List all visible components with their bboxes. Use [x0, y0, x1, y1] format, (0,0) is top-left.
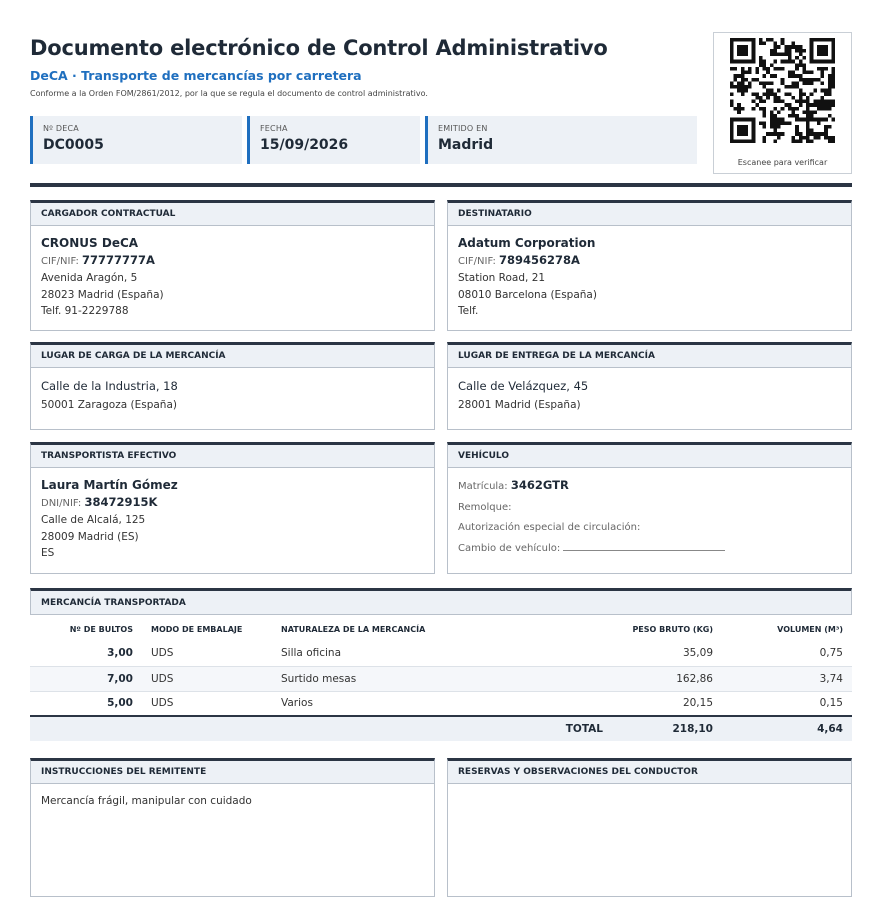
shipper-city: 28023 Madrid (España): [41, 288, 164, 301]
col-packaging: MODO DE EMBALAJE: [151, 624, 243, 634]
qr-caption: Escanee para verificar: [737, 158, 828, 167]
reservations-panel: [447, 758, 852, 897]
meta-place-label: EMITIDO EN: [438, 124, 488, 133]
carrier-country: ES: [41, 547, 55, 559]
delivery-city: 28001 Madrid (España): [458, 399, 581, 411]
table-row: [30, 691, 852, 716]
cell-weight: 20,15: [603, 691, 713, 716]
cell-packaging: UDS: [133, 691, 263, 716]
carrier-address: Calle de Alcalá, 125: [41, 514, 146, 526]
consignee-city: 08010 Barcelona (España): [458, 288, 597, 301]
shipper-id-label: CIF/NIF:: [41, 255, 79, 267]
vehicle-change-line: [563, 541, 725, 551]
shipper-name: CRONUS DeCA: [41, 236, 139, 250]
col-volume: VOLUMEN (M³): [777, 624, 843, 634]
loading-heading: LUGAR DE CARGA DE LA MERCANCÍA: [31, 345, 434, 368]
meta-date-value: 15/09/2026: [260, 137, 349, 153]
shipper-id-value: 77777777A: [82, 252, 155, 267]
qr-code-box: [713, 32, 852, 174]
table-row: [30, 666, 852, 691]
goods-section: [30, 588, 852, 741]
meta-deca-value: DC0005: [43, 137, 104, 153]
legal-note: Conforme a la Orden FOM/2861/2012, por la que se regula el documento de control administrativo.: [30, 89, 428, 98]
cell-weight: 162,86: [603, 666, 713, 691]
cell-packaging: UDS: [133, 641, 263, 666]
goods-heading: MERCANCÍA TRANSPORTADA: [30, 588, 852, 615]
carrier-city: 28009 Madrid (ES): [41, 530, 139, 543]
meta-date-label: FECHA: [260, 124, 288, 133]
col-packages: Nº DE BULTOS: [69, 624, 133, 634]
cell-packaging: UDS: [133, 666, 263, 691]
meta-deca-number: [30, 116, 242, 164]
consignee-heading: DESTINATARIO: [448, 203, 851, 226]
consignee-name: Adatum Corporation: [458, 236, 596, 250]
meta-deca-label: Nº DECA: [43, 124, 79, 133]
cell-nature: Silla oficina: [263, 641, 603, 666]
shipper-panel: [30, 200, 435, 331]
carrier-panel: [30, 442, 435, 574]
col-weight: PESO BRUTO (KG): [632, 624, 713, 634]
meta-issued-in: [425, 116, 697, 164]
instructions-text: Mercancía frágil, manipular con cuidado: [41, 795, 252, 807]
document-subtitle: DeCA · Transporte de mercancías por carretera: [30, 68, 362, 83]
cell-volume: 0,15: [713, 691, 852, 716]
cell-nature: Varios: [263, 691, 603, 716]
reservations-heading: RESERVAS Y OBSERVACIONES DEL CONDUCTOR: [448, 761, 851, 784]
consignee-panel: [447, 200, 852, 331]
vehicle-plate-value: 3462GTR: [510, 478, 569, 492]
cell-volume: 3,74: [713, 666, 852, 691]
carrier-name: Laura Martín Gómez: [41, 478, 178, 492]
cell-weight: 35,09: [603, 641, 713, 666]
vehicle-permit-label: Autorización especial de circulación:: [458, 522, 641, 533]
consignee-address: Station Road, 21: [458, 272, 546, 284]
instructions-heading: INSTRUCCIONES DEL REMITENTE: [31, 761, 434, 784]
cell-packages: 7,00: [30, 666, 133, 691]
meta-place-value: Madrid: [438, 137, 494, 153]
vehicle-heading: VEHÍCULO: [448, 445, 851, 468]
goods-header-row: [30, 615, 852, 641]
table-row: [30, 641, 852, 666]
carrier-id-value: 38472915K: [84, 494, 158, 509]
loading-city: 50001 Zaragoza (España): [41, 399, 177, 411]
cell-packages: 3,00: [30, 641, 133, 666]
cell-packages: 5,00: [30, 691, 133, 716]
shipper-address: Avenida Aragón, 5: [41, 272, 138, 284]
vehicle-plate-label: Matrícula:: [458, 481, 508, 492]
document-header: [30, 36, 700, 98]
total-label: TOTAL: [263, 716, 603, 741]
qr-code-icon: [730, 38, 835, 143]
carrier-heading: TRANSPORTISTA EFECTIVO: [31, 445, 434, 468]
document-title: Documento electrónico de Control Administrativo: [30, 36, 608, 60]
consignee-phone: Telf.: [458, 305, 479, 317]
loading-place-panel: [30, 342, 435, 430]
header-divider: [30, 183, 852, 187]
goods-table: [30, 615, 852, 741]
consignee-id-label: CIF/NIF:: [458, 255, 496, 267]
meta-date: [247, 116, 420, 164]
goods-total-row: [30, 716, 852, 741]
cell-nature: Surtido mesas: [263, 666, 603, 691]
delivery-place-panel: [447, 342, 852, 430]
carrier-id-label: DNI/NIF:: [41, 497, 82, 509]
vehicle-panel: [447, 442, 852, 574]
instructions-panel: [30, 758, 435, 897]
shipper-heading: CARGADOR CONTRACTUAL: [31, 203, 434, 226]
delivery-address: Calle de Velázquez, 45: [458, 379, 589, 393]
total-volume: 4,64: [713, 716, 852, 741]
vehicle-change-label: Cambio de vehículo:: [458, 542, 561, 554]
loading-address: Calle de la Industria, 18: [41, 379, 178, 393]
cell-volume: 0,75: [713, 641, 852, 666]
total-weight: 218,10: [603, 716, 713, 741]
consignee-id-value: 789456278A: [499, 252, 580, 267]
shipper-phone: Telf. 91-2229788: [41, 305, 129, 317]
col-nature: NATURALEZA DE LA MERCANCÍA: [281, 624, 426, 634]
vehicle-trailer-label: Remolque:: [458, 501, 512, 513]
delivery-heading: LUGAR DE ENTREGA DE LA MERCANCÍA: [448, 345, 851, 368]
